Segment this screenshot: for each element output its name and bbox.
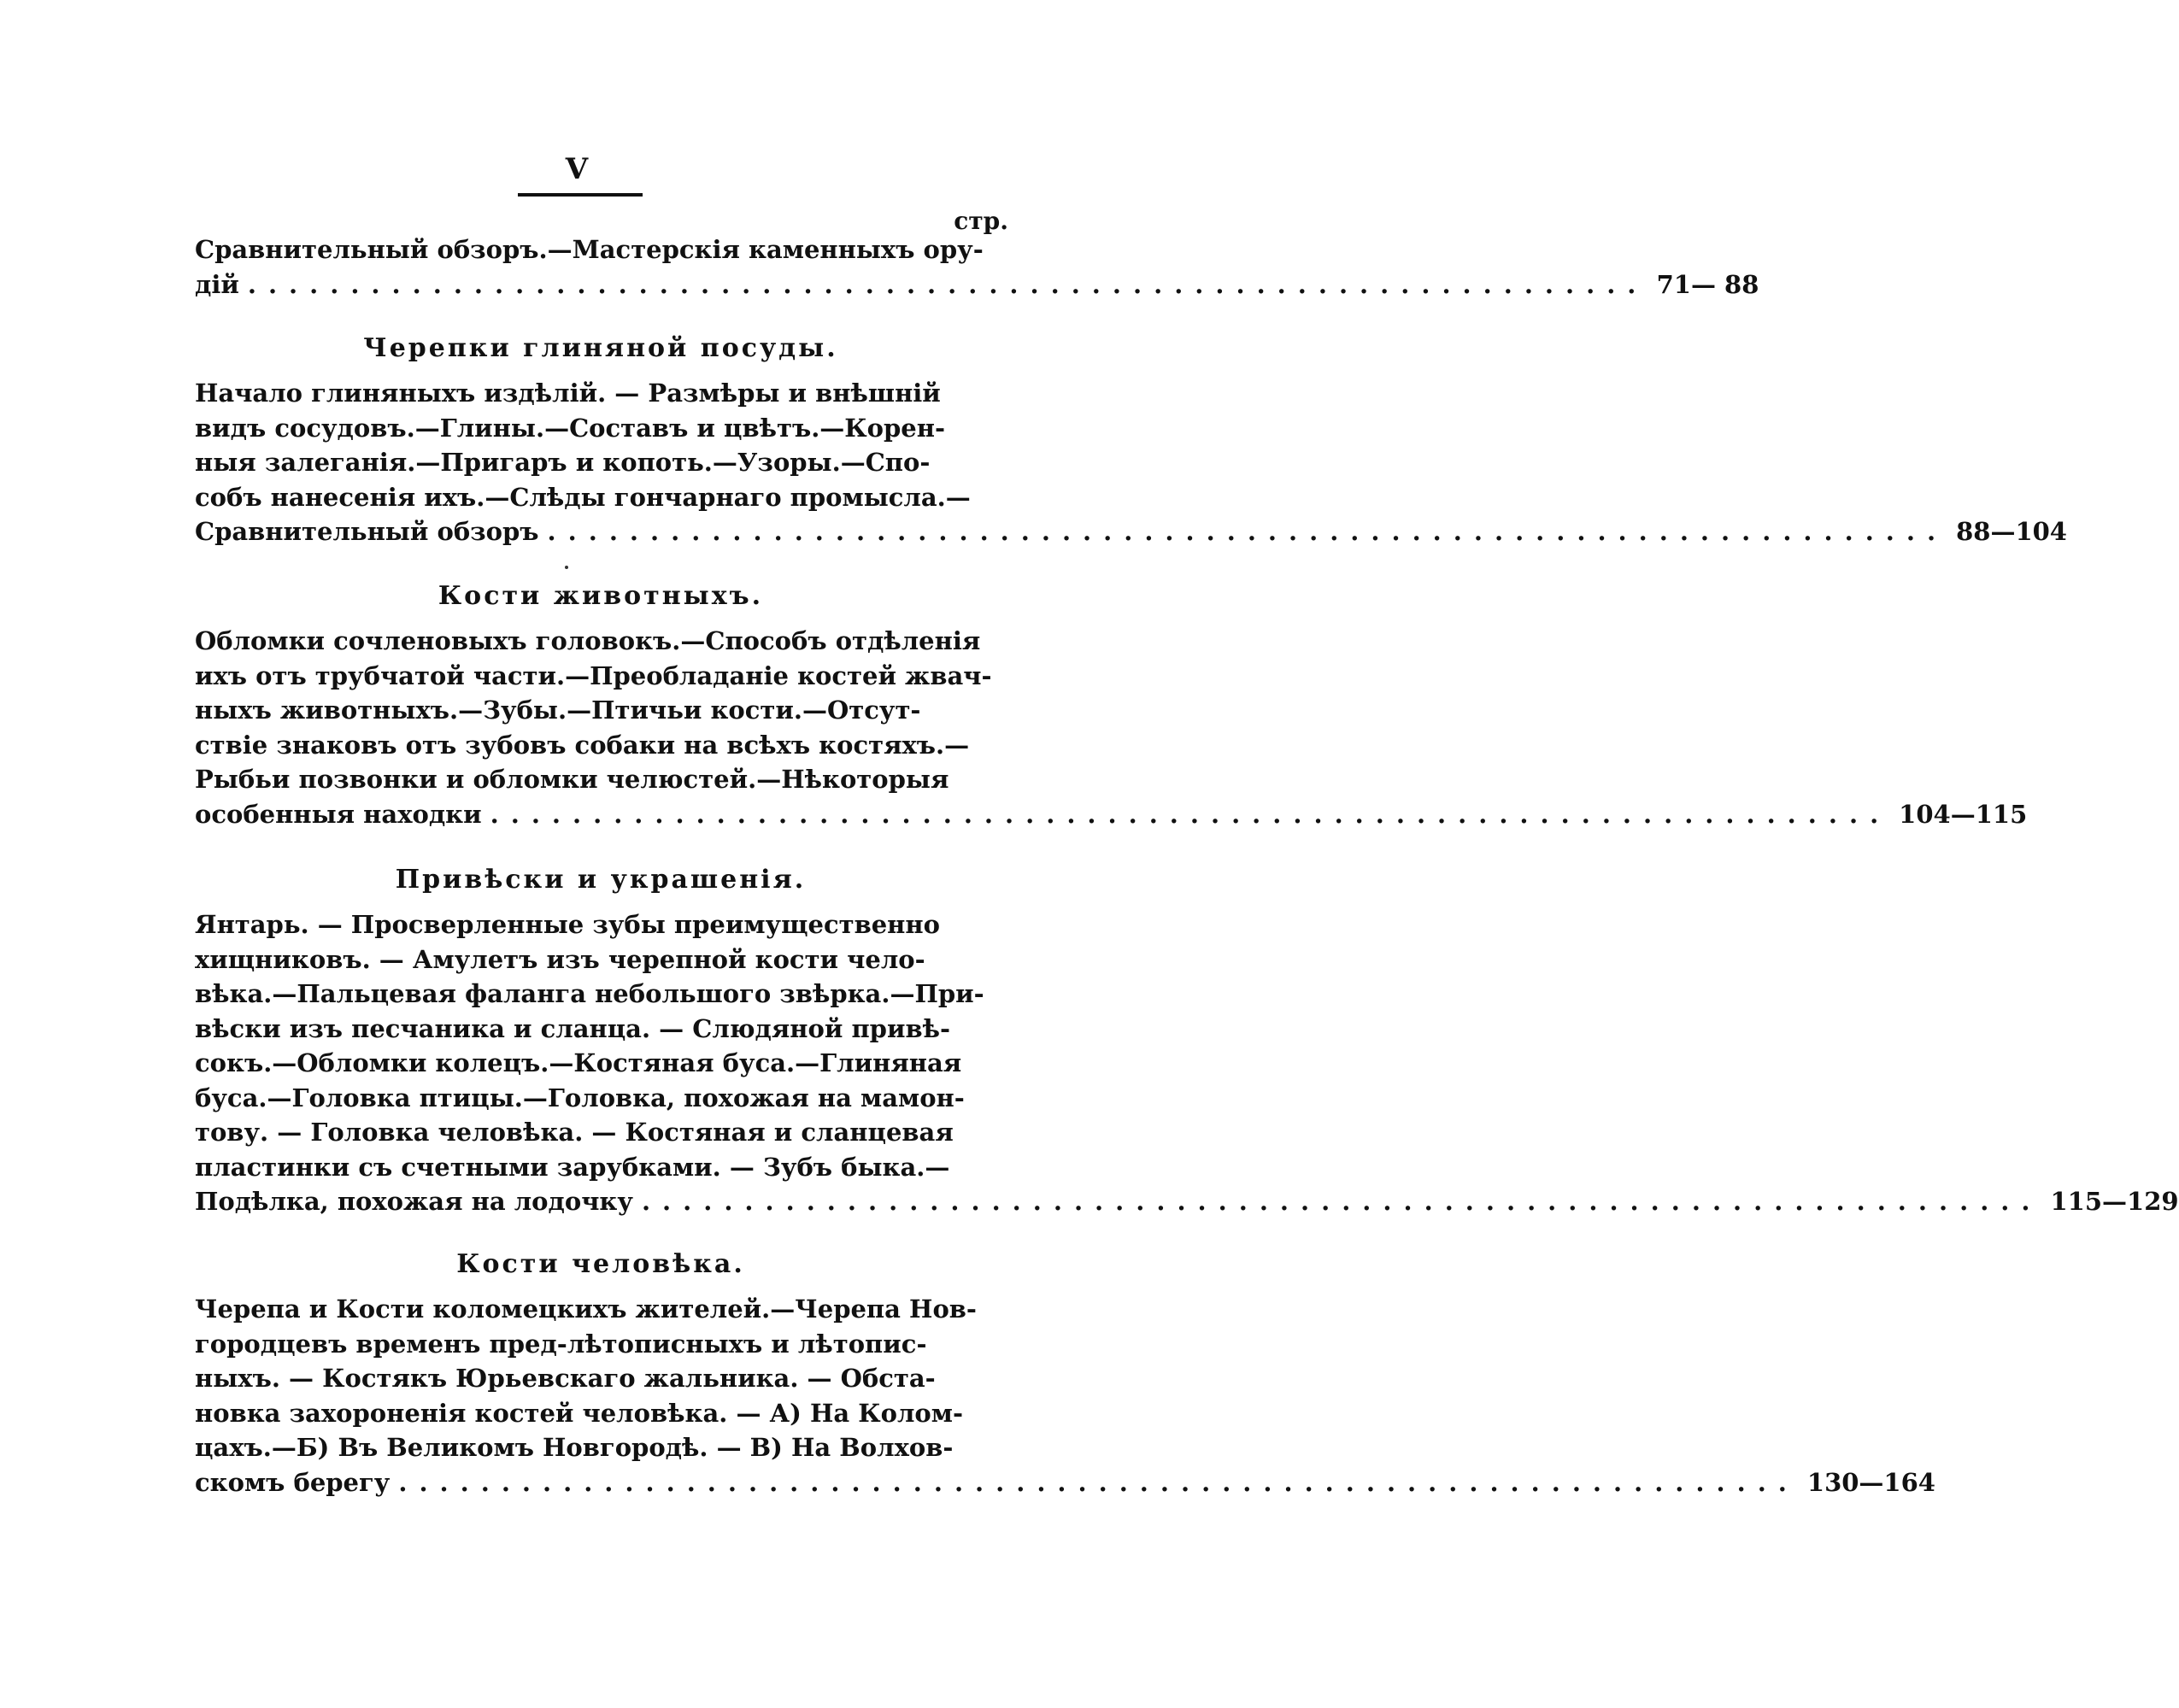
entry-line: ихъ отъ трубчатой части.—Преобладаніе костей жвач-: [195, 660, 992, 690]
entry-line: буса.—Головка птицы.—Головка, похожая на мамон-: [195, 1083, 965, 1112]
entry-line: Рыбьи позвонки и обломки челюстей.—Нѣкоторыя: [195, 765, 949, 794]
entry-line: ныя залеганія.—Пригаръ и копоть.—Узоры.—Спо-: [195, 448, 931, 477]
entry-line: Обломки сочленовыхъ головокъ.—Способъ отдѣленія: [195, 626, 981, 655]
section-title: Кости человѣка.: [456, 1249, 745, 1279]
entry-pages: 115—129: [2050, 1187, 2179, 1216]
entry-line: хищниковъ. — Амулетъ изъ черепной кости чело-: [195, 944, 925, 974]
entry-line: городцевъ временъ пред-лѣтописныхъ и лѣтопис-: [195, 1329, 927, 1359]
entry-pages: 88—104: [1956, 517, 2067, 546]
entry-line: ныхъ. — Костякъ Юрьевскаго жальника. — Обста-: [195, 1364, 936, 1393]
toc-entry: [195, 232, 1759, 302]
entry-last-line: [195, 1465, 1935, 1500]
entry-line: Начало глиняныхъ издѣлій. — Размѣры и внѣшній: [195, 379, 941, 408]
entry-pages: 104—115: [1899, 799, 2028, 829]
toc-entry: [195, 907, 2179, 1219]
section-title: Черепки глиняной посуды.: [363, 333, 838, 363]
entry-last-line: [195, 267, 1759, 302]
entry-line: Янтарь. — Просверленные зубы преимущественно: [195, 910, 940, 939]
entry-last-text: дій: [195, 269, 239, 299]
header-rule: [518, 193, 643, 197]
toc-entry: [195, 1292, 1935, 1500]
entry-last-line: [195, 1184, 2179, 1219]
entry-last-text: скомъ берегу: [195, 1467, 391, 1497]
pages-column-label: стр.: [954, 207, 1008, 235]
entry-line: видъ сосудовъ.—Глины.—Составъ и цвѣтъ.—Корен-: [195, 413, 946, 443]
entry-line: ныхъ животныхъ.—Зубы.—Птичьи кости.—Отсут-: [195, 696, 921, 725]
page-number: V: [565, 152, 589, 186]
print-speck: [565, 566, 568, 569]
toc-entry: [195, 376, 2067, 549]
leader-dots: ....................................................................: [490, 799, 1891, 829]
entry-line: Сравнительный обзоръ.—Мастерскія каменныхъ ору-: [195, 235, 984, 264]
leader-dots: ....................................................................: [641, 1187, 2042, 1216]
entry-line: Черепа и Кости коломецкихъ жителей.—Черепа Нов-: [195, 1294, 977, 1324]
entry-line: ствіе знаковъ отъ зубовъ собаки на всѣхъ костяхъ.—: [195, 730, 970, 760]
entry-line: сокъ.—Обломки колецъ.—Костяная буса.—Глиняная: [195, 1048, 962, 1077]
entry-line: новка захороненія костей человѣка. — А) На Колом-: [195, 1398, 963, 1428]
entry-line: вѣски изъ песчаника и сланца. — Слюдяной привѣ-: [195, 1013, 951, 1043]
entry-pages: 130—164: [1806, 1467, 1935, 1497]
entry-last-text: Сравнительный обзоръ: [195, 517, 539, 546]
entry-line: цахъ.—Б) Въ Великомъ Новгородѣ. — В) На Волхов-: [195, 1433, 954, 1462]
section-title: Привѣски и украшенія.: [395, 865, 807, 895]
entry-last-line: [195, 514, 2067, 549]
entry-last-text: особенныя находки: [195, 799, 482, 829]
entry-last-line: [195, 797, 2028, 832]
leader-dots: ....................................................................: [547, 517, 1948, 546]
entry-line: тову. — Головка человѣка. — Костяная и сланцевая: [195, 1118, 954, 1147]
entry-text: [195, 232, 984, 267]
entry-text: [195, 1292, 977, 1465]
leader-dots: ....................................................................: [247, 269, 1648, 299]
entry-line: вѣка.—Пальцевая фаланга небольшого звѣрка.—При-: [195, 979, 984, 1008]
entry-text: [195, 624, 992, 797]
leader-dots: ....................................................................: [398, 1467, 1799, 1497]
toc-entry: [195, 624, 2028, 831]
entry-line: собъ нанесенія ихъ.—Слѣды гончарнаго промысла.—: [195, 482, 971, 512]
entry-text: [195, 376, 971, 514]
entry-last-text: Подѣлка, похожая на лодочку: [195, 1187, 633, 1216]
entry-line: пластинки съ счетными зарубками. — Зубъ быка.—: [195, 1152, 950, 1182]
entry-pages: 71— 88: [1656, 269, 1759, 299]
entry-text: [195, 907, 984, 1184]
section-title: Кости животныхъ.: [438, 581, 764, 611]
